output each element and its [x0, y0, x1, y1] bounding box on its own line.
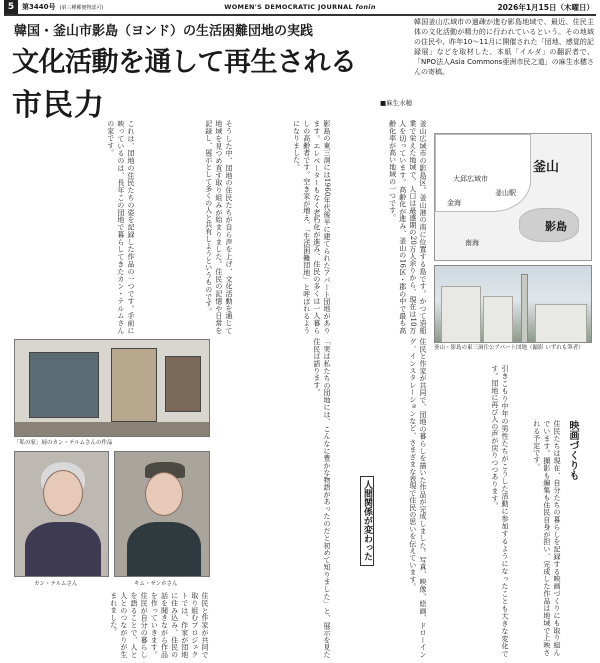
author-name: 麻生水穂 — [386, 99, 413, 107]
body-column: 住民と作家が共同で取り組むプロジェクトでは、作家が団地に住み込み、住民の話を聞きながら作品を作っていきます。住民が自分の暮らしを語ることで、人と人とのつながりが生まれました。 — [109, 592, 209, 658]
publication-title: WOMEN'S DEMOCRATIC JOURNAL — [224, 3, 353, 11]
article-kicker: 韓国・釜山市影島（ヨンド）の生活困難団地の実践 — [14, 24, 314, 39]
page-header — [0, 0, 600, 14]
face — [43, 470, 83, 516]
apartment-building — [441, 286, 481, 343]
subheading-relationships: 人間関係が変わった — [362, 480, 372, 561]
map-label-yeongdo: 影島 — [545, 220, 567, 233]
article-title-line1: 文化活動を通して再生される — [12, 47, 357, 78]
subheading-film: 映画づくりも — [567, 420, 578, 480]
portrait-kim-photo — [114, 451, 210, 577]
face — [145, 472, 183, 516]
portrait-kang-caption: カン・テルムさん — [34, 581, 78, 587]
artwork-photo — [14, 339, 210, 437]
body-column: 「実は私たちの団地には、こんなに豊かな物語があったのだと初めて知りました」と、展示を見た住民は語ります。 — [312, 338, 331, 658]
portrait-kang-photo — [14, 451, 109, 577]
apartment-building — [483, 296, 513, 343]
map-label-busan: 釜山 — [533, 160, 560, 175]
article-byline: ■麻生水穂 — [380, 99, 413, 107]
painting-right — [165, 356, 201, 412]
body-column: これは、団地の住民たちの姿を記録した作品の一つです。手前に映っているのは、長年この団地で暮らしてきたカン・テルムさんの家です。 — [106, 120, 135, 334]
map-label-station: 釜山駅 — [495, 189, 516, 197]
portrait-kim-caption: キム・サンホさん — [134, 581, 178, 587]
publication-italic: fonin — [355, 3, 376, 11]
body-column: 住民たちは現在、自分たちの暮らしを記録する映画づくりにも取り組んでいます。撮影も編集も住民自身が担い、完成した作品は地域で上映される予定です。 — [532, 420, 561, 656]
floor — [15, 422, 210, 436]
issue-number: 第3440号 — [22, 3, 56, 11]
map-label-sea: 南海 — [465, 239, 479, 247]
apartment-photo — [434, 265, 592, 343]
location-map — [434, 133, 592, 261]
issue-subtitle: (第三種郵便物認可) — [59, 4, 104, 11]
issue-date: 2026年1月15日（木曜日） — [497, 2, 594, 12]
artwork-caption: 「私の家」展のカン・テルムさんの作品 — [14, 440, 113, 446]
painting-center — [111, 348, 157, 422]
painting-left — [29, 352, 99, 418]
map-label-daegu: 大邱広域市 — [453, 175, 488, 183]
page-number: 5 — [4, 0, 18, 14]
clothing — [25, 522, 101, 577]
clothing — [127, 522, 201, 577]
header-rule — [4, 14, 596, 16]
body-column: 住民と作家が共同で、団地の暮らしを描いた作品が完成しました。写真、映像、絵画、ドローイング、インスタレーションなど、さまざまな表現で住民の思いを伝えています。 — [408, 338, 427, 658]
apartment-building — [535, 304, 587, 343]
article-lead: 韓国釜山広域市の過疎が進む影島地域で、最近、住民主体の文化活動が精力的に行われているという。その地域の住民や、昨年10～11月に開催された「団地、感覚的記録展」などを取材した、本紙「イルダ」の翻訳者で、「NPO法人Asia Commons亜洲市民之道」の麻生水穂さんの寄稿。 — [414, 18, 594, 76]
body-column: そうした中、団地の住民たちが自ら声を上げ、文化活動を通じて地域を見つめ直す取り組みが始まりました。住民の記憶や日常を記録し、展示として多くの人と共有しようというものです。 — [204, 120, 233, 334]
apartment-caption: 釜山・影島の東三洞住公アパート団地（撮影 いずれも筆者） — [434, 345, 584, 351]
body-column: 引きこもり中年の男性たちがこうした活動に参加するようになったことも大きな変化です。団地に再び人の声が戻りつつあります。 — [490, 365, 509, 657]
body-column: 影島の東三洞には1960年代後半に建てられたアパート団地があります。エレベーターもなく老朽化が進み、住民の多くは一人暮らしの高齢者です。空き家が増え、「生活困難団地」と呼ばれるようになりました。 — [292, 120, 331, 334]
chimney — [521, 274, 528, 343]
body-column: 釜山広域市の影島区。釜山港の南に位置する島です。かつて造船業で栄えた地域で、人口は最盛期の20万人余りから、現在は10万人を切っています。高齢化が進み、釜山の16区・郡の中で最も高齢化率が高い地域の一つです。 — [388, 120, 427, 334]
map-label-gimhae: 金海 — [447, 199, 461, 207]
article-title-line2: 市民力 — [12, 88, 105, 123]
